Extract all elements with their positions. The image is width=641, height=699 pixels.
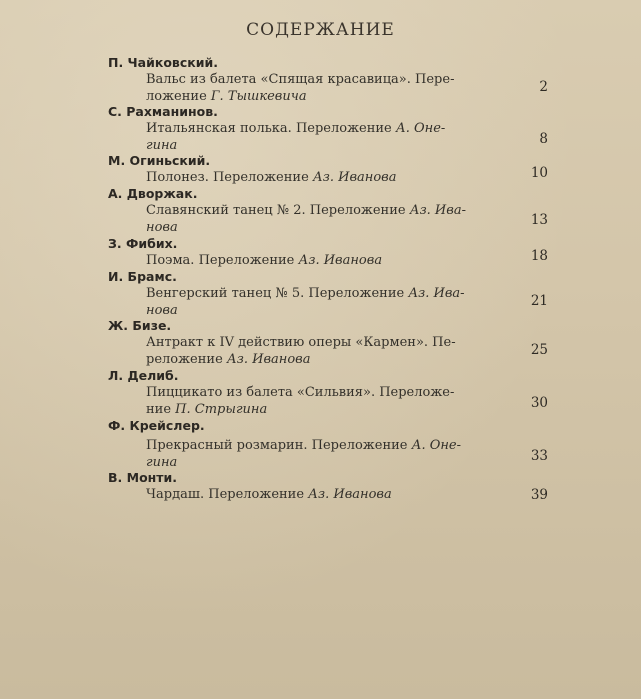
composer-name: А. Дворжак. — [108, 186, 198, 201]
arranger-name: Аз. Иванова — [312, 170, 397, 185]
work-line — [146, 486, 498, 503]
work-line — [146, 169, 498, 186]
contents-entry — [108, 103, 548, 152]
work-title — [146, 334, 498, 368]
work-line — [146, 437, 498, 454]
work-text: Чардаш. Переложение — [146, 487, 309, 502]
work-title — [146, 202, 498, 236]
work-text: Венгерский танец № 5. Переложение — [146, 286, 409, 301]
contents-entry — [108, 185, 548, 235]
work-title — [146, 169, 498, 186]
arranger-name: А. Оне- — [411, 438, 462, 453]
arranger-name: нова — [146, 303, 178, 318]
contents-list — [108, 54, 548, 505]
work-text: Полонез. Переложение — [146, 170, 313, 185]
composer-name: Ф. Крейслер. — [108, 418, 205, 433]
composer-name: С. Рахманинов. — [108, 104, 218, 119]
contents-entry — [108, 54, 548, 103]
composer-name: В. Монти. — [108, 470, 178, 485]
composer-name: И. Брамс. — [108, 269, 177, 284]
work-title — [146, 285, 498, 319]
work-text: ние — [146, 402, 176, 417]
arranger-name: Аз. Ива- — [408, 286, 465, 301]
work-text: Славянский танец № 2. Переложение — [146, 203, 410, 218]
arranger-name: Аз. Иванова — [308, 487, 392, 502]
work-title — [146, 252, 498, 269]
work-title — [146, 486, 498, 503]
arranger-name: Г. Тышкевича — [210, 89, 307, 104]
work-line: Антракт к IV действию оперы «Кармен». Пе- — [146, 335, 456, 350]
page-number: 8 — [539, 131, 548, 147]
work-title — [146, 384, 498, 418]
arranger-name: нова — [146, 220, 178, 235]
work-text: реложение — [146, 352, 227, 367]
contents-entry — [108, 268, 548, 317]
composer-name: Л. Делиб. — [108, 368, 179, 383]
work-line — [146, 252, 498, 269]
page-number: 10 — [530, 165, 548, 181]
contents-entry — [108, 417, 548, 469]
work-title — [146, 120, 498, 154]
contents-heading: СОДЕРЖАНИЕ — [246, 20, 395, 40]
work-line — [146, 285, 498, 302]
arranger-name: Аз. Ива- — [409, 203, 466, 218]
work-line — [146, 202, 498, 219]
work-line: Пиццикато из балета «Сильвия». Переложе- — [146, 385, 455, 400]
page-number: 33 — [530, 448, 548, 464]
arranger-name: П. Стрыгина — [175, 402, 268, 417]
contents-entry — [108, 469, 548, 505]
work-text: Поэма. Переложение — [146, 253, 299, 268]
arranger-name: А. Оне- — [395, 121, 446, 136]
work-title — [146, 437, 498, 471]
page-number: 18 — [530, 248, 548, 264]
arranger-name: гина — [146, 138, 178, 153]
page-number: 25 — [530, 342, 548, 358]
arranger-name: Аз. Иванова — [226, 352, 311, 367]
arranger-name: гина — [146, 455, 178, 470]
contents-entry — [108, 235, 548, 268]
work-title — [146, 71, 498, 105]
contents-entry — [108, 152, 548, 185]
page-number: 13 — [530, 212, 548, 228]
composer-name: Ж. Бизе. — [108, 318, 172, 333]
composer-name: З. Фибих. — [108, 236, 178, 251]
work-line — [146, 401, 498, 418]
work-text: Итальянская полька. Переложение — [146, 121, 396, 136]
work-text: Прекрасный розмарин. Переложение — [146, 438, 412, 453]
composer-name: М. Огиньский. — [108, 153, 211, 168]
work-line — [146, 351, 498, 368]
composer-name: П. Чайковский. — [108, 55, 218, 70]
contents-entry — [108, 367, 548, 417]
page-number: 21 — [530, 293, 548, 309]
work-text: ложение — [146, 89, 211, 104]
page-number: 39 — [530, 487, 548, 503]
work-line: Вальс из балета «Спящая красавица». Пере- — [146, 72, 455, 87]
arranger-name: Аз. Иванова — [298, 253, 383, 268]
page-number: 30 — [530, 395, 548, 411]
contents-entry — [108, 317, 548, 367]
page-number: 2 — [539, 79, 548, 95]
work-line — [146, 120, 498, 137]
